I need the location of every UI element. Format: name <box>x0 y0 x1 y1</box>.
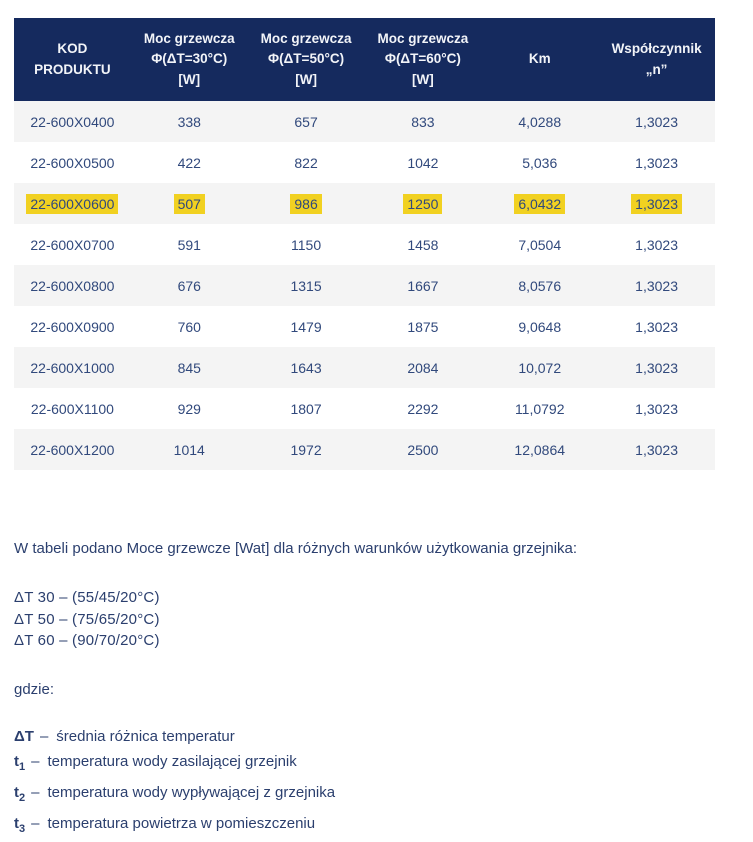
value-cell <box>131 306 248 347</box>
value-cell <box>248 224 365 265</box>
cell-text: 22-600X0900 <box>30 318 115 335</box>
cell-text: 760 <box>177 318 201 335</box>
cell-text: 1,3023 <box>635 359 678 376</box>
definition-dash: – <box>31 783 40 801</box>
cell-text: 2292 <box>407 400 439 417</box>
product-code-cell <box>14 306 131 347</box>
cell-text: 22-600X0500 <box>30 154 115 171</box>
cell-text: 1875 <box>407 318 439 335</box>
table-body <box>14 101 715 470</box>
value-cell <box>248 429 365 470</box>
product-code-cell <box>14 429 131 470</box>
table-header <box>14 18 715 101</box>
column-header: KOD PRODUKTU <box>14 18 131 101</box>
cell-text: 22-600X0800 <box>30 277 115 294</box>
cell-text: 9,0648 <box>518 318 562 335</box>
product-code-cell <box>14 347 131 388</box>
value-cell <box>598 388 715 429</box>
definition-symbol: $t_3$ <box>14 814 26 835</box>
product-code-cell <box>14 388 131 429</box>
cell-text: 1479 <box>290 318 322 335</box>
value-cell <box>248 142 365 183</box>
value-cell <box>598 101 715 142</box>
symbol-definitions <box>14 724 577 842</box>
product-code-cell <box>14 224 131 265</box>
cell-text: 1042 <box>407 154 439 171</box>
cell-text: 833 <box>411 113 435 130</box>
value-cell <box>598 429 715 470</box>
value-cell <box>481 142 598 183</box>
value-cell <box>598 142 715 183</box>
cell-text: 1,3023 <box>635 441 678 458</box>
value-cell <box>364 183 481 224</box>
value-cell <box>598 265 715 306</box>
definition-description: temperatura powietrza w pomieszczeniu <box>47 814 316 832</box>
table-row <box>14 183 715 224</box>
product-table <box>14 18 715 470</box>
table-row <box>14 265 715 306</box>
value-cell <box>131 224 248 265</box>
definition-symbol: $t_2$ <box>14 783 26 804</box>
cell-text: 845 <box>177 359 201 376</box>
value-cell <box>364 101 481 142</box>
column-header: Współczynnik „n” <box>598 18 715 101</box>
condition-line: ΔT 30 – (55/45/20°C) <box>14 589 160 606</box>
value-cell <box>598 347 715 388</box>
product-code-cell <box>14 265 131 306</box>
definition-dash: – <box>31 814 40 832</box>
value-cell <box>364 224 481 265</box>
cell-text: 1250 <box>403 194 442 214</box>
value-cell <box>481 183 598 224</box>
cell-text: 1807 <box>290 400 322 417</box>
cell-text: 2084 <box>407 359 439 376</box>
cell-text: 12,0864 <box>514 441 566 458</box>
cell-text: 22-600X0700 <box>30 236 115 253</box>
cell-text: 1458 <box>407 236 439 253</box>
cell-text: 1,3023 <box>635 277 678 294</box>
definition-row <box>14 749 577 780</box>
product-code-cell <box>14 183 131 224</box>
cell-text: 22-600X1100 <box>30 400 114 417</box>
definition-dash: – <box>39 727 49 745</box>
value-cell <box>248 183 365 224</box>
value-cell <box>131 183 248 224</box>
cell-text: 22-600X0600 <box>26 194 118 214</box>
definition-symbol: ΔT <box>14 727 34 745</box>
column-header: Moc grzewcza Φ(ΔT=30°C) [W] <box>131 18 248 101</box>
value-cell <box>131 347 248 388</box>
definition-row <box>14 724 577 749</box>
value-cell <box>598 306 715 347</box>
value-cell <box>364 142 481 183</box>
column-header: Moc grzewcza Φ(ΔT=50°C) [W] <box>248 18 365 101</box>
value-cell <box>364 388 481 429</box>
product-code-cell <box>14 142 131 183</box>
definition-description: temperatura wody wypływającej z grzejnika <box>47 783 336 801</box>
value-cell <box>598 183 715 224</box>
value-cell <box>481 101 598 142</box>
value-cell <box>248 265 365 306</box>
cell-text: 5,036 <box>522 154 558 171</box>
cell-text: 11,0792 <box>514 400 565 417</box>
table-row <box>14 142 715 183</box>
cell-text: 10,072 <box>518 359 562 376</box>
table-row <box>14 224 715 265</box>
cell-text: 7,0504 <box>518 236 562 253</box>
cell-text: 1315 <box>290 277 322 294</box>
cell-text: 338 <box>177 113 201 130</box>
value-cell <box>481 306 598 347</box>
value-cell <box>364 347 481 388</box>
value-cell <box>131 388 248 429</box>
value-cell <box>364 306 481 347</box>
cell-text: 822 <box>294 154 318 171</box>
table-row <box>14 347 715 388</box>
value-cell <box>131 142 248 183</box>
cell-text: 1,3023 <box>635 154 678 171</box>
delta-conditions <box>14 587 577 652</box>
table-row <box>14 429 715 470</box>
column-header: Km <box>481 18 598 101</box>
cell-text: 1,3023 <box>631 194 682 214</box>
value-cell <box>481 265 598 306</box>
value-cell <box>364 429 481 470</box>
cell-text: 1972 <box>290 441 322 458</box>
cell-text: 1643 <box>290 359 322 376</box>
cell-text: 22-600X1200 <box>30 441 115 458</box>
product-code-cell <box>14 101 131 142</box>
definition-symbol: $t_1$ <box>14 752 26 773</box>
gdzie-label: gdzie: <box>14 680 55 698</box>
value-cell <box>481 429 598 470</box>
cell-text: 986 <box>290 194 321 214</box>
cell-text: 22-600X1000 <box>30 359 115 376</box>
table-row <box>14 388 715 429</box>
cell-text: 1667 <box>407 277 439 294</box>
value-cell <box>598 224 715 265</box>
value-cell <box>131 429 248 470</box>
value-cell <box>131 101 248 142</box>
definition-row <box>14 780 577 811</box>
definition-row <box>14 811 577 842</box>
cell-text: 676 <box>177 277 201 294</box>
value-cell <box>248 388 365 429</box>
value-cell <box>248 306 365 347</box>
cell-text: 1,3023 <box>635 400 678 417</box>
condition-line: ΔT 50 – (75/65/20°C) <box>14 610 160 628</box>
cell-text: 6,0432 <box>514 194 565 214</box>
cell-text: 1,3023 <box>635 113 678 130</box>
definition-description: temperatura wody zasilającej grzejnik <box>47 752 297 770</box>
value-cell <box>248 347 365 388</box>
cell-text: 22-600X0400 <box>30 113 115 130</box>
cell-text: 8,0576 <box>518 277 562 294</box>
cell-text: 929 <box>177 400 201 417</box>
definition-description: średnia różnica temperatur <box>56 727 235 745</box>
value-cell <box>131 265 248 306</box>
cell-text: 1,3023 <box>635 236 678 253</box>
header-row <box>14 18 715 101</box>
cell-text: 4,0288 <box>518 113 562 130</box>
cell-text: 591 <box>177 236 201 253</box>
condition-line: ΔT 60 – (90/70/20°C) <box>14 632 160 649</box>
table-row <box>14 101 715 142</box>
table-row <box>14 306 715 347</box>
cell-text: 1014 <box>173 441 205 458</box>
notes-section <box>14 540 577 842</box>
value-cell <box>481 224 598 265</box>
cell-text: 507 <box>174 194 205 214</box>
value-cell <box>248 101 365 142</box>
value-cell <box>364 265 481 306</box>
definition-dash: – <box>31 752 40 770</box>
cell-text: 422 <box>177 154 201 171</box>
column-header: Moc grzewcza Φ(ΔT=60°C) [W] <box>364 18 481 101</box>
cell-text: 657 <box>294 113 318 130</box>
table-description: W tabeli podano Moce grzewcze [Wat] dla różnych warunków użytkowania grzejnika: <box>14 540 578 557</box>
cell-text: 1,3023 <box>635 318 678 335</box>
value-cell <box>481 388 598 429</box>
cell-text: 2500 <box>407 441 439 458</box>
value-cell <box>481 347 598 388</box>
cell-text: 1150 <box>291 236 322 253</box>
